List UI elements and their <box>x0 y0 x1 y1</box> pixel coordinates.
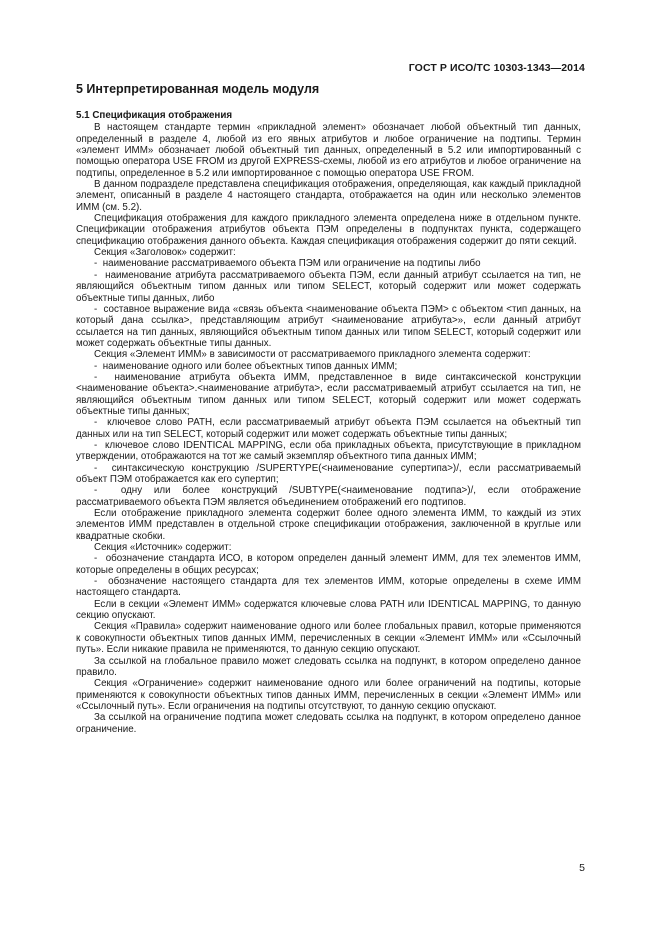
paragraph-list <box>76 122 581 735</box>
paragraph: Спецификация отображения для каждого прикладного элемента определена ниже в отдельном пункте. Спецификации отображения атрибутов объекта ПЭМ определены в подпунктах пункта, содержащего спецификацию отображения данного объекта. Каждая спецификация отображения содержит до пяти секций. <box>76 213 581 247</box>
paragraph: Секция «Правила» содержит наименование одного или более глобальных правил, которые применяются к совокупности объектных типов данных ИММ, перечисленных в секции «Элемент ИММ» или «Ссылочный путь». Если никакие правила не применяются, то данную секцию опускают. <box>76 621 581 656</box>
page-number: 5 <box>579 862 585 874</box>
paragraph: В данном подразделе представлена спецификация отображения, определяющая, как каждый прикладной элемент, описанный в разделе 4 настоящего стандарта, отображается на один или несколько элементов ИММ (см. 5.2). <box>76 179 581 213</box>
list-item: - наименование одного или более объектных типов данных ИММ; <box>94 360 398 372</box>
list-item: - ключевое слово IDENTICAL MAPPING, если оба прикладных объекта, присутствующие в прикладном утверждении, отображаются на тот же самый экземпляр объектного типа данных ИММ; <box>76 439 581 463</box>
list-item: - ключевое слово PATH, если рассматриваемый атрибут объекта ПЭМ ссылается на объектный тип данных или на тип SELECT, который содержит или может содержать объектные типы данных; <box>76 417 581 440</box>
paragraph: В настоящем стандарте термин «прикладной элемент» обозначает любой объектный тип данных, определенный в разделе 4, любой из его явных атрибутов и любое ограничение на подтипы. Термин «элемент ИММ» обозначает любой объектный тип данных, определенный в 5.2 или импортированный с помощью оператора USE FROM из другой EXPRESS-схемы, любой из его атрибутов и любое ограничение на подтипы, определенное в 5.2 или импортированное с помощью оператора USE FROM. <box>76 122 581 179</box>
list-item: - одну или более конструкций /SUBTYPE(<наименование подтипа>)/, если отображение рассматриваемого объекта ПЭМ является объединением отображений его подтипов. <box>76 485 581 508</box>
paragraph: Секция «Элемент ИММ» в зависимости от рассматриваемого прикладного элемента содержит: <box>94 349 531 361</box>
list-item: - обозначение стандарта ИСО, в котором определен данный элемент ИММ, для тех элементов ИММ, которые определены в общих ресурсах; <box>76 553 581 576</box>
paragraph: Секция «Ограничение» содержит наименование одного или более ограничений на подтипы, которые применяются к совокупности объектных типов данных ИММ, перечисленных в секции «Элемент ИММ» или «Ссылочный путь». Если ограничения на подтипы отсутствуют, то данную секцию опускают. <box>76 678 581 712</box>
list-item: - наименование атрибута рассматриваемого объекта ПЭМ, если данный атрибут ссылается на тип, не являющийся объектным типом данных или типом SELECT, который содержит или может содержать объектные типы данных, либо <box>76 269 581 304</box>
section-title: 5 Интерпретированная модель модуля <box>76 82 320 96</box>
standard-designation: ГОСТ Р ИСО/ТС 10303-1343—2014 <box>408 62 585 74</box>
paragraph: Секция «Источник» содержит: <box>94 542 232 554</box>
document-body <box>76 110 581 735</box>
list-item: - обозначение настоящего стандарта для тех элементов ИММ, которые определены в схеме ИММ настоящего стандарта. <box>76 576 581 599</box>
list-item: - составное выражение вида «связь объекта <наименование объекта ПЭМ> с объектом <тип данных, на который дана ссылка>, представляющим атрибут <наименование атрибута>», если данный атрибут ссылается на тип данных, являющийся объектным типом данных или типом SELECT, который содержит или может содержать объектные типы данных. <box>76 303 581 349</box>
subsection-title: 5.1 Спецификация отображения <box>76 110 233 121</box>
paragraph: Если в секции «Элемент ИММ» содержатся ключевые слова PATH или IDENTICAL MAPPING, то данную секцию опускают. <box>76 598 581 622</box>
list-item: - наименование рассматриваемого объекта ПЭМ или ограничение на подтипы либо <box>94 258 481 270</box>
list-item: - синтаксическую конструкцию /SUPERTYPE(<наименование супертипа>)/, если рассматриваемый объект ПЭМ отображается как его супертип; <box>76 462 581 485</box>
list-item: - наименование атрибута объекта ИММ, представленное в виде синтаксической конструкции <наименование объекта>.<наименование атрибута>, если рассматриваемый атрибут ссылается на тип, не являющийся объектным типом данных или типом SELECT, который содержит или может содержать объектные типы данных; <box>76 371 581 417</box>
paragraph: За ссылкой на ограничение подтипа может следовать ссылка на подпункт, в котором определено данное ограничение. <box>76 712 581 735</box>
paragraph: Если отображение прикладного элемента содержит более одного элемента ИММ, то каждый из этих элементов ИММ представлен в отдельной строке спецификации отображения, заключенной в круглые или квадратные скобки. <box>76 508 581 542</box>
paragraph: Секция «Заголовок» содержит: <box>94 247 236 259</box>
paragraph: За ссылкой на глобальное правило может следовать ссылка на подпункт, в котором определено данное правило. <box>76 655 581 678</box>
